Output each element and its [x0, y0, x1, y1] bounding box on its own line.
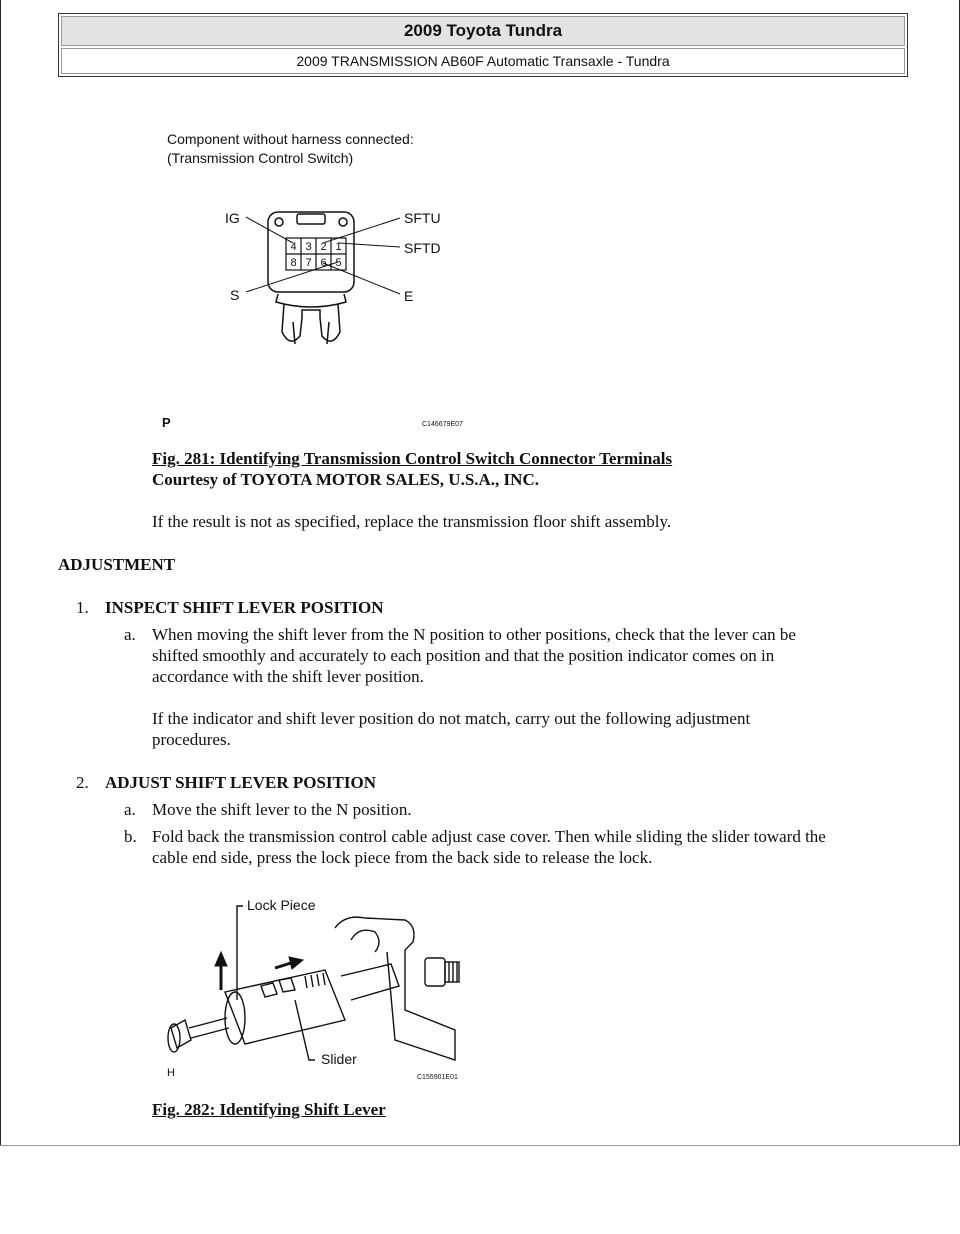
section-title: ADJUSTMENT: [58, 555, 176, 574]
pin-1: 1: [335, 241, 342, 253]
pin-8: 8: [290, 257, 297, 269]
figure1-caption: Fig. 281: Identifying Transmission Control Switch Connector Terminals: [152, 449, 673, 468]
leader-lines: [246, 217, 400, 294]
step-1a-line-3: accordance with the shift lever position.: [152, 667, 424, 686]
page-bottom-edge: [0, 1145, 960, 1146]
label-sftu: SFTU: [404, 210, 441, 226]
pin-2: 2: [320, 241, 327, 253]
document-subtitle: 2009 TRANSMISSION AB60F Automatic Transaxle - Tundra: [61, 48, 905, 74]
step-1a-line-2: shifted smoothly and accurately to each position and that the position indicator comes on in: [152, 646, 775, 665]
figure2-caption: Fig. 282: Identifying Shift Lever: [152, 1100, 386, 1119]
step-2b-line-2: cable end side, press the lock piece from the back side to release the lock.: [152, 848, 653, 867]
connector-body: [268, 212, 354, 344]
label-sftd: SFTD: [404, 240, 441, 256]
document-title: 2009 Toyota Tundra: [61, 16, 905, 46]
pin-4: 4: [290, 241, 297, 253]
pin-3: 3: [305, 241, 312, 253]
shift-lever-drawing: [168, 906, 459, 1060]
step-1-note-line-1: If the indicator and shift lever position do not match, carry out the following adjustment: [152, 709, 751, 728]
document-header: [58, 13, 908, 77]
step-1-title: INSPECT SHIFT LEVER POSITION: [105, 598, 384, 617]
shift-lever-diagram: [155, 890, 475, 1088]
page-edge-left: [0, 0, 1, 1145]
figure1-courtesy: Courtesy of TOYOTA MOTOR SALES, U.S.A., INC.: [152, 470, 539, 489]
label-slider: Slider: [321, 1051, 357, 1067]
pin-7: 7: [305, 257, 312, 269]
label-ig: IG: [225, 210, 240, 226]
figure1-heading-line2: (Transmission Control Switch): [167, 150, 354, 166]
pin-6: 6: [320, 257, 327, 269]
figure1-heading-line1: Component without harness connected:: [167, 131, 414, 147]
connector-diagram: [160, 122, 490, 434]
label-lock-piece: Lock Piece: [247, 897, 316, 913]
label-s: S: [230, 287, 240, 303]
step-2a-letter: a.: [124, 800, 136, 819]
step-1-note-line-2: procedures.: [152, 730, 231, 749]
step-1-number: 1.: [76, 598, 89, 617]
step-2-number: 2.: [76, 773, 89, 792]
pin-5: 5: [335, 257, 342, 269]
label-e: E: [404, 288, 414, 304]
step-1a-letter: a.: [124, 625, 136, 644]
figure2-code: C155901E01: [417, 1074, 458, 1081]
step-2a-line-1: Move the shift lever to the N position.: [152, 800, 412, 819]
label-h: H: [167, 1067, 175, 1079]
step-2b-letter: b.: [124, 827, 137, 846]
step-2b-line-1: Fold back the transmission control cable adjust case cover. Then while sliding the slider toward the: [152, 827, 826, 846]
step-1a-line-1: When moving the shift lever from the N position to other positions, check that the lever can be: [152, 625, 796, 644]
figure1-code: C146679E07: [422, 421, 463, 428]
result-note: If the result is not as specified, replace the transmission floor shift assembly.: [152, 512, 672, 531]
label-p: P: [162, 415, 171, 430]
step-2-title: ADJUST SHIFT LEVER POSITION: [105, 773, 376, 792]
